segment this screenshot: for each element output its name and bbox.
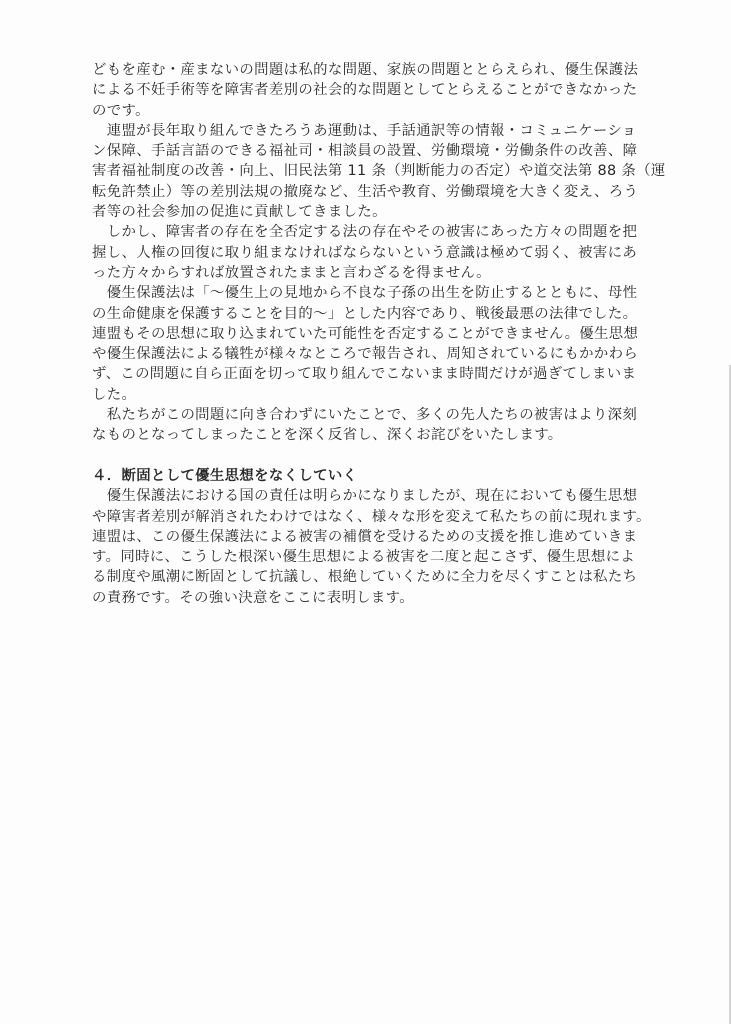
text-line: 害者福祉制度の改善・向上、旧民法第 11 条（判断能力の否定）や道交法第 88 条（運 — [92, 163, 666, 180]
text-line: した。 — [92, 386, 137, 403]
section-4 — [92, 466, 682, 608]
text-line: や優生保護法による犠牲が様々なところで報告され、周知されているにもかかわら — [92, 346, 639, 363]
text-line: ず、この問題に自ら正面を切って取り組んでこないまま時間だけが過ぎてしまいま — [92, 366, 637, 383]
text-line: 私たちがこの問題に向き合わずにいたことで、多くの先人たちの被害はより深刻 — [92, 407, 638, 424]
text-line: 握し、人権の回復に取り組まなければならないという意識は極めて弱く、被害にあ — [92, 244, 638, 261]
text-line: 者等の社会参加の促進に貢献してきました。 — [92, 204, 387, 221]
text-line: による不妊手術等を障害者差別の社会的な問題としてとらえることができなかった — [92, 82, 638, 99]
paragraph-however — [92, 222, 682, 283]
text-line: 連盟もその思想に取り込まれていた可能性を否定することができません。優生思想 — [92, 325, 639, 342]
text-line: 連盟が長年取り組んできたろうあ運動は、手話通訳等の情報・コミュニケーショ — [92, 122, 637, 139]
document-body — [92, 60, 682, 608]
text-line: 連盟は、この優生保護法による被害の補償を受けるための支援を推し進めていきま — [92, 528, 638, 545]
text-line: の責務です。その強い決意をここに表明します。 — [92, 589, 414, 606]
paragraph-intro — [92, 60, 682, 121]
text-line: しかし、障害者の存在を全否定する法の存在やその被害にあった方々の問題を把 — [92, 224, 638, 241]
paragraph-eugenic-law — [92, 283, 682, 405]
text-line: 優生保護法における国の責任は明らかになりましたが、現在においても優生思想 — [92, 488, 638, 505]
text-line: や障害者差別が解消されたわけではなく、様々な形を変えて私たちの前に現れます。 — [92, 508, 651, 525]
text-line: のです。 — [92, 102, 150, 119]
text-line: ン保障、手話言語のできる福祉司・相談員の設置、労働環境・労働条件の改善、障 — [92, 143, 638, 160]
paragraph-apology — [92, 405, 682, 446]
section-heading: ４．断固として優生思想をなくしていく — [92, 467, 358, 484]
section-spacer — [92, 446, 682, 466]
text-line: なものとなってしまったことを深く反省し、深くお詫びをいたします。 — [92, 427, 563, 444]
text-line: どもを産む・産まないの問題は私的な問題、家族の問題ととらえられ、優生保護法 — [92, 62, 639, 78]
paragraph-renmei-movement — [92, 121, 682, 222]
text-line: 転免許禁止）等の差別法規の撤廃など、生活や教育、労働環境を大きく変え、ろう — [92, 183, 639, 200]
text-line: る制度や風潮に断固として抗議し、根絶していくために全力を尽くすことは私たち — [92, 569, 638, 586]
text-line: す。同時に、こうした根深い優生思想による被害を二度と起こさず、優生思想によ — [92, 549, 636, 566]
text-line: の生命健康を保護することを目的～」とした内容であり、戦後最悪の法律でした。 — [92, 305, 638, 322]
text-line: った方々からすれば放置されたままと言わざるを得ません。 — [92, 264, 491, 281]
text-line: 優生保護法は「～優生上の見地から不良な子孫の出生を防止するとともに、母性 — [92, 285, 638, 302]
